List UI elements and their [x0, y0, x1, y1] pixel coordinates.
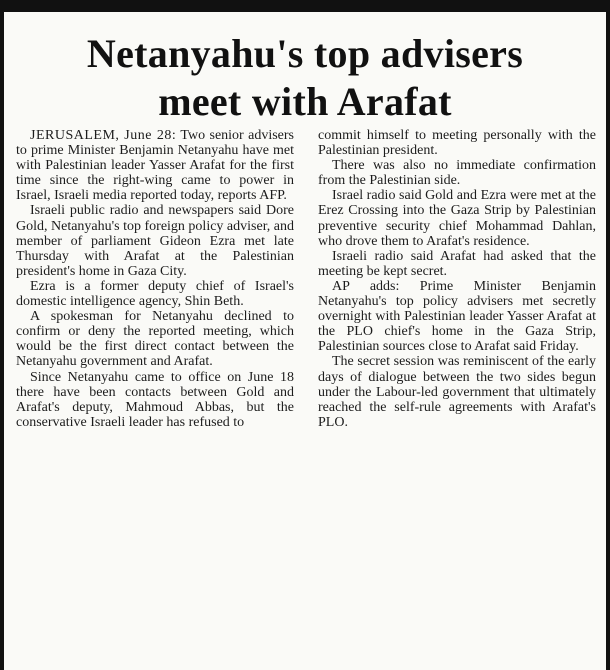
article-headline [0, 30, 610, 126]
paragraph: The secret session was reminiscent of the early days of dialogue between the two sides begun under the Labour-led government that ultimately reached the self-rule agreements with Arafat's PLO. [318, 354, 596, 430]
dateline: JERUSALEM, June 28: [30, 128, 177, 143]
paragraph [16, 128, 294, 203]
paragraph: AP adds: Prime Minister Benjamin Netanyahu's top policy advisers met secretly overnight with Palestinian leader Yasser Arafat at the PLO chief's home in the Gaza Strip, Palestinian sources close to Arafat said Friday. [318, 278, 596, 355]
paragraph: Israeli radio said Arafat had asked that the meeting be kept secret. [318, 248, 596, 279]
paragraph-continued: commit himself to meeting personally with the Palestinian president. [318, 128, 596, 159]
right-column [318, 128, 596, 430]
left-column [16, 128, 294, 430]
paragraph-text: Two senior advisers to prime Minister Benjamin Netanyahu have met with Palestinian leader Yasser Arafat for the first time since the right-wing came to power in Israel, Israeli media reported today, reports AFP. [16, 128, 295, 204]
article-body [16, 128, 596, 430]
paragraph: There was also no immediate confirmation from the Palestinian side. [318, 158, 596, 189]
paragraph: Israeli public radio and newspapers said Dore Gold, Netanyahu's top foreign policy adviser, and member of parliament Gideon Ezra met late Thursday with Arafat at the Palestinian president's home in Gaza City. [16, 203, 295, 279]
paragraph: A spokesman for Netanyahu declined to confirm or deny the reported meeting, which would be the first direct contact between the Netanyahu government and Arafat. [16, 309, 294, 370]
headline-line-1: Netanyahu's top advisers [86, 31, 524, 76]
headline-line-2: meet with Arafat [158, 79, 452, 124]
paragraph: Ezra is a former deputy chief of Israel's domestic intelligence agency, Shin Beth. [16, 278, 294, 310]
paragraph: Israel radio said Gold and Ezra were met at the Erez Crossing into the Gaza Strip by Palestinian preventive security chief Mohammad Dahlan, who drove them to Arafat's residence. [318, 188, 596, 249]
paragraph: Since Netanyahu came to office on June 18 there have been contacts between Gold and Arafat's deputy, Mahmoud Abbas, but the conservative Israeli leader has refused to [16, 369, 294, 430]
top-border-rule [0, 0, 610, 12]
